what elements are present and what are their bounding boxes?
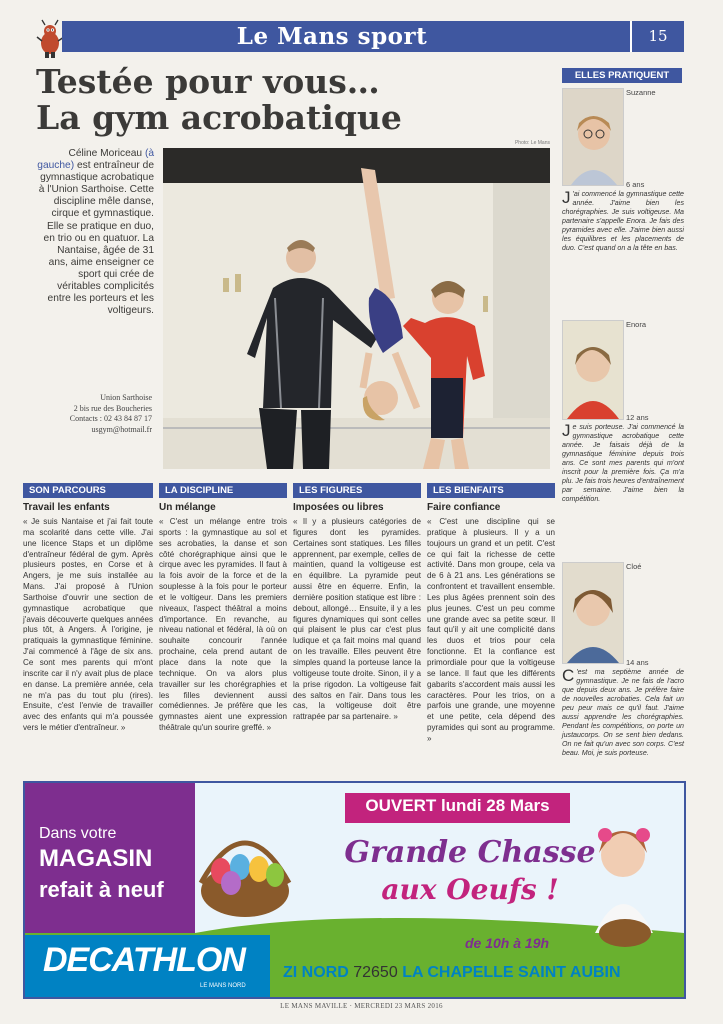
ad-city: LA CHAPELLE SAINT AUBIN <box>402 964 621 981</box>
drop-cap: J <box>562 188 571 207</box>
contact-line: Union Sarthoise <box>100 393 152 402</box>
portrait-enora <box>562 320 624 420</box>
sidebar-heading: ELLES PRATIQUENT <box>562 68 682 83</box>
section-title: Le Mans sport <box>236 23 428 50</box>
column-text: « C'est un mélange entre trois sports : la gymnastique au sol et ses acrobaties, la danse et son côté chorégraphique ainsi que le cirque avec les pyramides. Il faut à la fois avoir de la force et de la souplesse à la fois pour le porteur et le voltigeur. Dans les premiers niveaux, l'aspect théâtral a moins d'importance. En revanche, au niveau national et fédéral, là où on souhaite concourir l'année prochaine, cela prend autant de place dans la note que la technique. On va alors plus travailler sur les chorégraphies et les filles deviennent aussi comédiennes. Je préfère que les gymnastes aient une expression théâtrale qu'un sourire greffé. » <box>159 517 287 733</box>
headline <box>36 64 556 136</box>
ad-zone: ZI NORD <box>283 964 349 981</box>
column-heading: SON PARCOURS <box>23 483 153 498</box>
intro-body: est entraîneur de gymnastique acrobatique à l'Union Sarthoise. Cette discipline mêle danse, cirque et gymnastique. Elle se pratique en duo, en trio ou en quatuor. La Nantaise, âgée de 31 ans, aime enseigner ce sport qui crée de véritables complicités entre les porteurs et les voltigeurs. <box>38 160 154 317</box>
sidebar-age: 6 ans <box>626 180 645 189</box>
sidebar-quote: C 'est ma septième année de gymnastique. Je ne fais de l'acro que depuis deux ans. Je préfère faire de nouvelles acrobaties. Cela fait un peu peur mais ce qu'il faut. J'aime aussi apprendre les chorégraphies. Pendant les compétitions, on porte un justaucorps. On se sent bien dedans. On ne fait qu'un avec son corps. C'est beau. Moi, je suis porteuse. <box>562 666 684 757</box>
headline-line-2: La gym acrobatique <box>36 98 402 137</box>
column-parcours <box>23 483 153 734</box>
advertisement[interactable] <box>23 781 686 999</box>
column-discipline <box>159 483 287 734</box>
decathlon-logo[interactable]: DECATHLON <box>43 941 245 979</box>
ad-postcode: 72650 <box>353 964 398 981</box>
ad-title-line1: Grande Chasse <box>344 835 596 870</box>
sidebar-quote: Je suis porteuse. J'ai commencé la gymnastique acrobatique cette année. Je faisais déjà de la gymnastique féminine depuis trois ans. Ce sont mes parents qui m'ont inscrit pour la première fois. Ça m'a plu. Je fais trois heures d'entraînement par semaine. J'aime bien la compétition. <box>562 421 685 503</box>
column-figures <box>293 483 421 723</box>
drop-cap: C <box>562 666 575 685</box>
ad-store-line1: Dans votre <box>39 825 117 842</box>
intro-name-note: (à gauche) <box>37 148 154 172</box>
ad-address <box>283 964 678 982</box>
column-text: « Je suis Nantaise et j'ai fait toute ma scolarité dans cette ville. J'ai une licence Staps et un diplôme d'entraîneur fédéral de gym. Après plusieurs postes, en Corse et à Angers, je me suis installée au Mans. J'ai proposé à l'Union Sarthoise d'ouvrir une section de gymnastique acrobatique que j'avais découverte quelques années plus tôt, à Angers. À l'origine, je pratiquais la gymnastique féminine. J'ai commencé à l'âge de six ans. Ce sont mes parents qui m'ont inscrite car il n'y avait plus de place en danse. La première année, cela ne m'a pas du tout plu (rires). Ensuite, c'est l'envie de travailler avec des enfants qui m'a poussée vers le métier d'entraîneur. » <box>23 517 153 733</box>
contact-email: usgym@hotmail.fr <box>91 424 152 434</box>
ad-hours: de 10h à 19h <box>465 935 550 951</box>
main-photo <box>163 148 550 469</box>
column-text: « Il y a plusieurs catégories de figures dont les pyramides. Certaines sont statiques. Les filles apprennent, par exemple, celles de maintien, quand la voltigeuse est en équilibre. La pyramide peut aussi être en équerre. Enfin, la dernière position statique est libre : debout, allongé… Ensuite, il y a les figures dynamiques qui sont celles qui plaisent le plus car c'est plus ludique et ça fait moins mal quand on les travaille. Elles peuvent être simples quand la porteuse lance la voltigeuse toute droite. Sinon, il y a la prise rigodon. La voltigeuse fait des saltos en l'air. Dans tous les cas, la voltigeuse doit être rattrapée par sa partenaire. » <box>293 517 421 722</box>
column-subheading: Travail les enfants <box>23 502 110 513</box>
column-subheading: Imposées ou libres <box>293 502 384 513</box>
ad-store-line3: refait à neuf <box>39 877 164 902</box>
column-heading: LA DISCIPLINE <box>159 483 287 498</box>
portrait-suzanne <box>562 88 624 186</box>
headline-line-1: Testée pour vous… <box>36 62 380 101</box>
page-footer: LE MANS MAVILLE · MERCREDI 23 MARS 2016 <box>280 1002 443 1010</box>
sidebar-name: Cloé <box>626 562 642 571</box>
ad-store-line2: MAGASIN <box>39 845 153 872</box>
column-text: « C'est une discipline qui se pratique à plusieurs. Il y a un toujours un grand et un petit. C'est ce qui fait la richesse de cette activité. Dans mon groupe, cela va de 6 à 21 ans. Les générations se confrontent et travaillent ensemble. Les plus âgées prennent soin des plus jeunes. C'est un peu comme une grande avec sa petite sœur. Il faut qu'il y ait une complicité dans les duos et trios pour cela fonctionne. Et la confiance est primordiale pour que la voltigeuse se lance. Il faut que les différents gabarits s'accordent mais aussi les caractères. Pour les trios, on a parfois une grande, une moyenne et une petite, cela dépend des pyramides qui sont au programme. » <box>427 517 555 743</box>
ad-title-line2: aux Oeufs ! <box>381 873 559 906</box>
sidebar-quote: J 'ai commencé la gymnastique cette année. J'aime bien les chorégraphies. Je suis voltigeuse. Ma partenaire s'appelle Enora. Je fais des pyramides avec elle. J'aime bien aussi les équilibres et les placements de duo. C'est quand on a la tête en bas. <box>562 188 684 252</box>
ad-opening-banner: OUVERT lundi 28 Mars <box>365 796 550 815</box>
portrait-cloe <box>562 562 624 664</box>
contact-line: 2 bis rue des Boucheries <box>73 403 152 413</box>
intro-name: Céline Moriceau <box>68 148 143 159</box>
contact-line: Contacts : 02 43 84 87 17 <box>69 414 152 423</box>
column-subheading: Un mélange <box>159 502 216 513</box>
page-number: 15 <box>630 21 684 52</box>
sidebar-age: 12 ans <box>626 413 649 422</box>
sidebar-name: Suzanne <box>626 88 656 97</box>
intro-text <box>36 148 154 317</box>
column-heading: LES BIENFAITS <box>427 483 555 498</box>
photo-credit: Photo: Le Mans <box>514 140 550 146</box>
column-subheading: Faire confiance <box>427 502 501 513</box>
drop-cap: J <box>562 421 571 440</box>
contact-block <box>36 393 152 435</box>
sidebar-age: 14 ans <box>626 658 649 667</box>
ad-brand-sub: LE MANS NORD <box>200 983 246 989</box>
column-heading: LES FIGURES <box>293 483 421 498</box>
column-bienfaits <box>427 483 555 745</box>
sidebar-name: Enora <box>626 320 647 329</box>
